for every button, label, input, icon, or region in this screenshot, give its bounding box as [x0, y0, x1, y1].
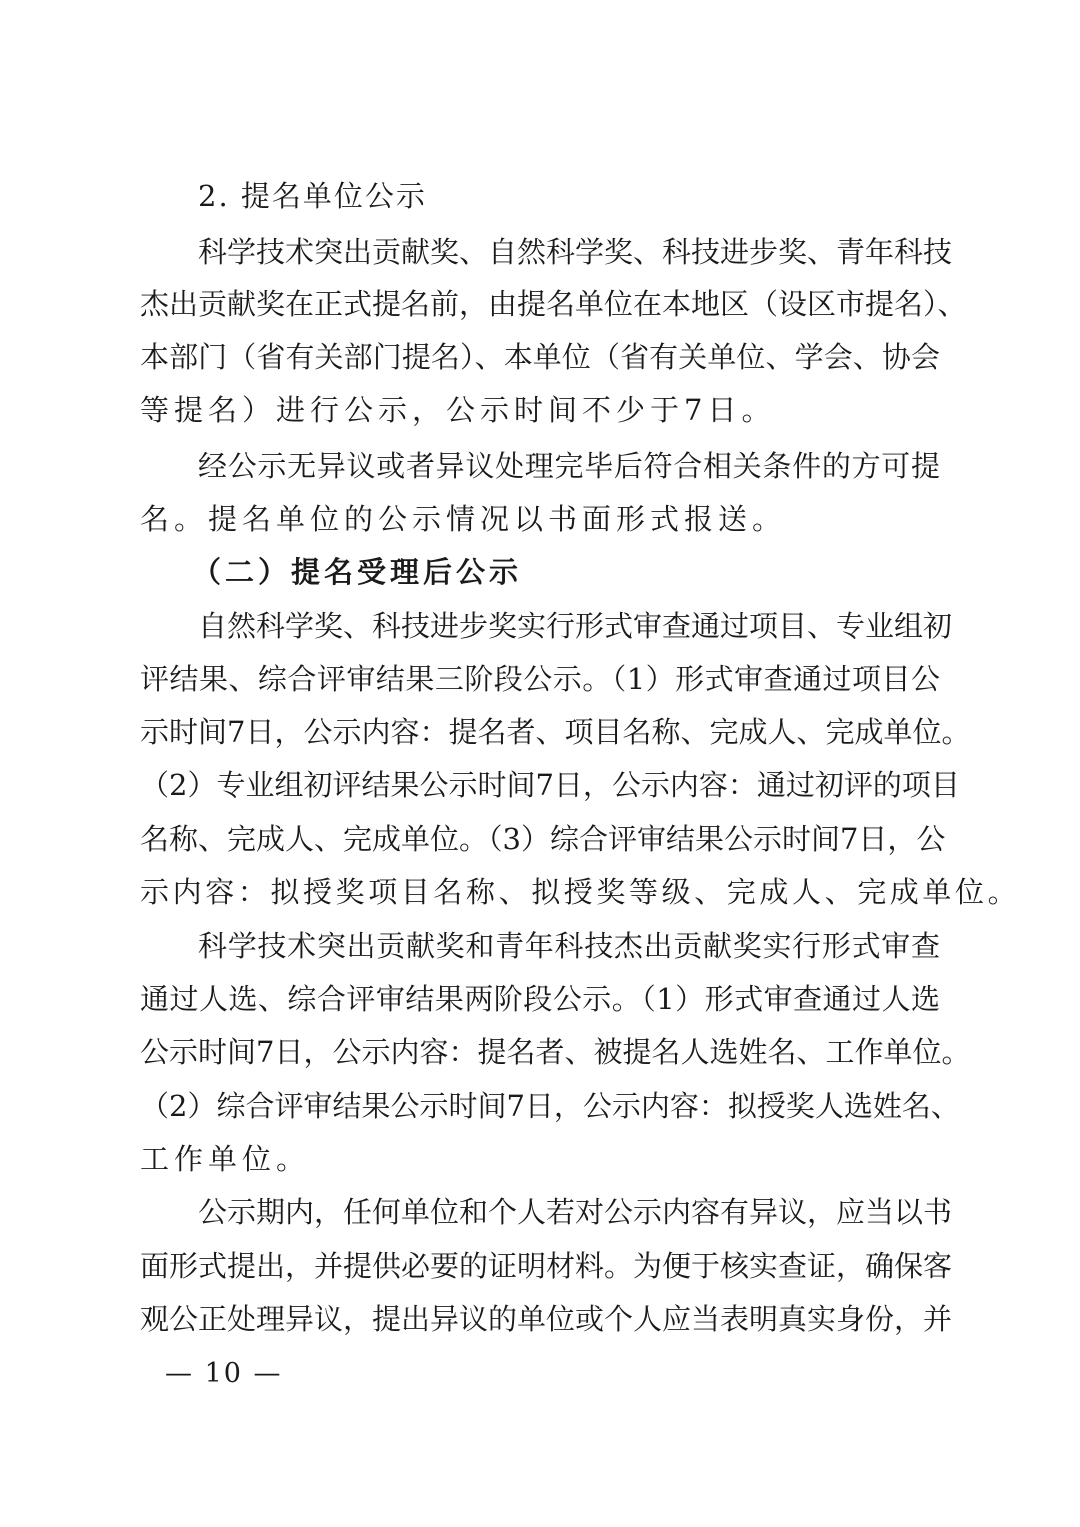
paragraph-line: 等提名）进行公示，公示时间不少于7日。	[140, 393, 776, 427]
paragraph-line: 公示期内，任何单位和个人若对公示内容有异议，应当以书	[198, 1195, 953, 1229]
paragraph-line: 科学技术突出贡献奖、自然科学奖、科技进步奖、青年科技	[198, 235, 953, 269]
paragraph-line: 工作单位。	[140, 1142, 311, 1176]
subsection-heading: （二）提名受理后公示	[192, 555, 523, 589]
paragraph-line: 示时间7日，公示内容：提名者、项目名称、完成人、完成单位。	[140, 715, 971, 749]
paragraph-line: 科学技术突出贡献奖和青年科技杰出贡献奖实行形式审查	[198, 929, 940, 963]
paragraph-line: （2）专业组初评结果公示时间7日，公示内容：通过初评的项目	[140, 768, 960, 802]
paragraph-line: 示内容：拟授奖项目名称、拟授奖等级、完成人、完成单位。	[140, 875, 1021, 909]
paragraph-line: 杰出贡献奖在正式提名前，由提名单位在本地区（设区市提名）、	[140, 287, 967, 321]
paragraph-line: 自然科学奖、科技进步奖实行形式审查通过项目、专业组初	[198, 609, 953, 643]
paragraph-line: 经公示无异议或者异议处理完毕后符合相关条件的方可提	[198, 449, 940, 483]
paragraph-line: 名。提名单位的公示情况以书面形式报送。	[140, 502, 787, 536]
paragraph-line: 公示时间7日，公示内容：提名者、被提名人选姓名、工作单位。	[140, 1035, 971, 1069]
paragraph-line: 通过人选、综合评审结果两阶段公示。（1）形式审查通过人选	[140, 982, 940, 1016]
paragraph-line: 名称、完成人、完成单位。（3）综合评审结果公示时间7日，公	[140, 822, 946, 856]
paragraph-line: 本部门（省有关部门提名）、本单位（省有关单位、学会、协会	[140, 340, 940, 374]
paragraph-line: 面形式提出，并提供必要的证明材料。为便于核实查证，确保客	[140, 1249, 953, 1283]
paragraph-line: （2）综合评审结果公示时间7日，公示内容：拟授奖人选姓名、	[140, 1089, 960, 1123]
section-heading-2: 2. 提名单位公示	[198, 179, 427, 213]
paragraph-line: 观公正处理异议，提出异议的单位或个人应当表明真实身份，并	[140, 1302, 953, 1336]
paragraph-line: 评结果、综合评审结果三阶段公示。（1）形式审查通过项目公	[140, 662, 940, 696]
page-number: — 10 —	[165, 1358, 283, 1389]
